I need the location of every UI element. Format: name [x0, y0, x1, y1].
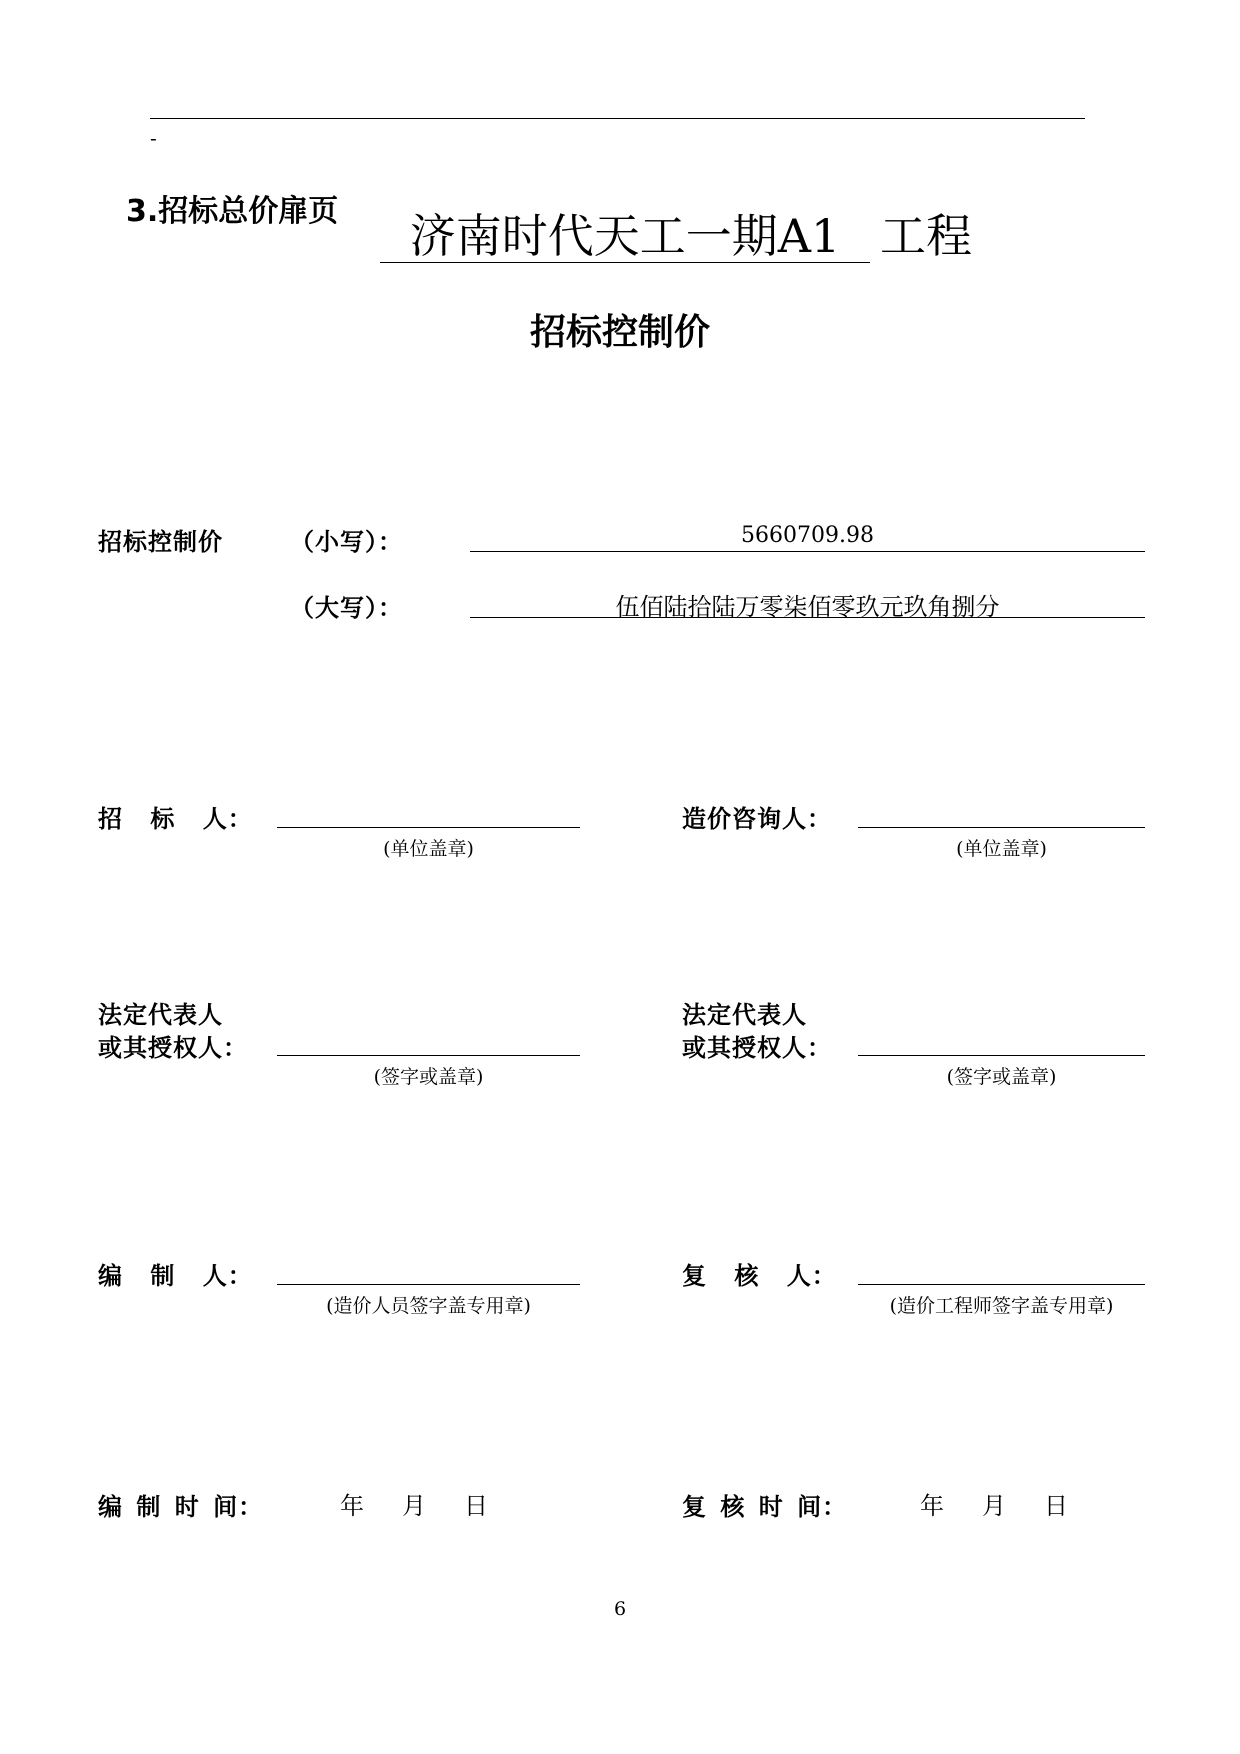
project-name-underline: [380, 262, 870, 263]
right-legal-rep-line1: 法定代表人: [682, 1001, 807, 1029]
right-legal-rep-signature-line: [858, 1055, 1145, 1056]
reviewer-label: 复 核 人：: [682, 1262, 837, 1290]
section-title: 3.招标总价扉页: [126, 194, 339, 229]
project-suffix: 工程: [880, 209, 972, 263]
tenderer-label: 招 标 人：: [98, 805, 253, 833]
right-legal-rep-note: (签字或盖章): [946, 1066, 1057, 1088]
review-day: 日: [1044, 1492, 1068, 1520]
compile-month: 月: [402, 1492, 426, 1520]
consultant-label: 造价咨询人：: [682, 805, 832, 833]
review-month: 月: [982, 1492, 1006, 1520]
tenderer-signature-line: [277, 827, 580, 828]
left-legal-rep-signature-line: [277, 1055, 580, 1056]
price-big-value: 伍佰陆拾陆万零柒佰零玖元玖角捌分: [615, 593, 1000, 621]
price-big-label: （大写）：: [290, 594, 403, 622]
consultant-note: (单位盖章): [956, 838, 1047, 860]
consultant-signature-line: [858, 827, 1145, 828]
review-year: 年: [920, 1492, 944, 1520]
compile-year: 年: [340, 1492, 364, 1520]
header-dash: -: [150, 126, 157, 150]
price-small-label: （小写）：: [290, 528, 403, 556]
compiler-signature-line: [277, 1284, 580, 1285]
review-time-label: 复 核 时 间：: [682, 1493, 848, 1521]
price-big-underline: [470, 617, 1145, 618]
price-label: 招标控制价: [98, 528, 223, 556]
project-name: 济南时代天工一期A1: [409, 209, 841, 263]
tenderer-note: (单位盖章): [383, 838, 474, 860]
compiler-note: (造价人员签字盖专用章): [326, 1295, 531, 1317]
left-legal-rep-line1: 法定代表人: [98, 1001, 223, 1029]
page-number: 6: [613, 1598, 627, 1620]
price-small-value: 5660709.98: [741, 523, 874, 548]
reviewer-signature-line: [858, 1284, 1145, 1285]
compile-time-label: 编 制 时 间：: [98, 1493, 264, 1521]
header-rule: [150, 118, 1085, 119]
doc-title: 招标控制价: [529, 312, 710, 353]
left-legal-rep-line2: 或其授权人：: [98, 1034, 248, 1062]
compile-day: 日: [464, 1492, 488, 1520]
compiler-label: 编 制 人：: [98, 1262, 253, 1290]
reviewer-note: (造价工程师签字盖专用章): [889, 1295, 1114, 1317]
left-legal-rep-note: (签字或盖章): [373, 1066, 484, 1088]
right-legal-rep-line2: 或其授权人：: [682, 1034, 832, 1062]
price-small-underline: [470, 551, 1145, 552]
